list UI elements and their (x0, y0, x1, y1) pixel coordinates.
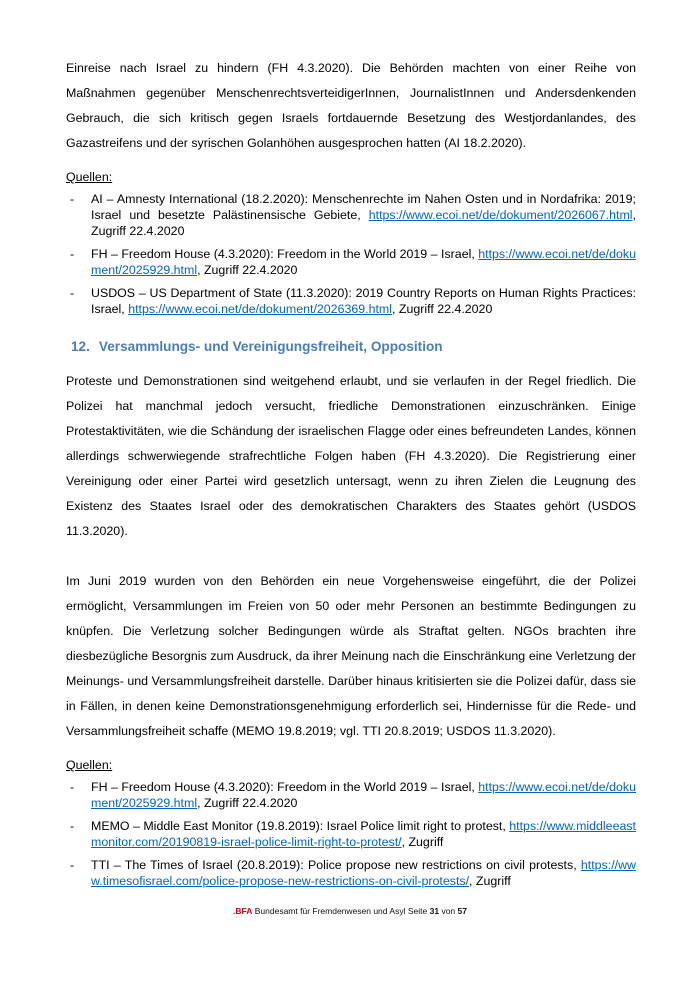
footer-of-word: von (441, 906, 456, 916)
footer-page-number: 31 (429, 906, 440, 916)
paragraph-protests: Proteste und Demonstrationen sind weitgehend erlaubt, und sie verlaufen in der Regel friedlich. Die Polizei hat manchmal jedoch versucht, friedliche Demonstrationen einzuschränken. Einige Protestaktivitäten, wie die Schändung der israelischen Flagge oder eines befreundeten Landes, können allerdings schwerwiegende strafrechtliche Folgen haben (FH 4.3.2020). Die Registrierung einer Vereinigung oder einer Partei wird gesetzlich untersagt, wenn zu ihren Zielen die Leugnung des Existenz des Staates Israel oder des demokratischen Charakters des Staates gehört (USDOS 11.3.2020). (66, 374, 636, 538)
source-item-ai (66, 191, 636, 239)
section-title: Versammlungs- und Vereinigungsfreiheit, Opposition (98, 339, 443, 354)
source-item-fh2 (66, 779, 636, 811)
source-link[interactable]: https://www.middleeastmonitor.com/20190819-israel-police-limit-right-to-protest/ (91, 819, 636, 849)
source-text-after: , Zugriff (401, 835, 444, 849)
source-text: MEMO – Middle East Monitor (19.8.2019): Israel Police limit right to protest, (91, 819, 510, 833)
paragraph-entry-restrictions: Einreise nach Israel zu hindern (FH 4.3.2020). Die Behörden machten von einer Reihe von Maßnahmen gegenüber MenschenrechtsverteidigerInnen, JournalistInnen und Andersdenkenden Gebrauch, die sich kritisch gegen Israels fortdauernde Besetzung des Westjordanlandes, des Gazastreifens und der syrischen Golanhöhen ausgesprochen hatten (AI 18.2.2020). (66, 61, 636, 150)
source-item-usdos (66, 285, 636, 317)
section-heading (66, 339, 636, 354)
sources-list-1 (66, 191, 636, 317)
bullet-dash: - (70, 819, 75, 833)
source-text: FH – Freedom House (4.3.2020): Freedom in the World 2019 – Israel, (91, 247, 479, 261)
source-link[interactable]: https://www.ecoi.net/de/dokument/2025929.html (91, 780, 636, 810)
source-text-after: , Zugriff 22.4.2020 (91, 208, 636, 238)
source-item-fh (66, 246, 636, 278)
bullet-dash: - (70, 780, 75, 794)
source-link[interactable]: https://www.ecoi.net/de/dokument/2026369.html (128, 302, 392, 316)
sources-list-2 (66, 779, 636, 889)
source-text-after: , Zugriff 22.4.2020 (197, 263, 298, 277)
sources-label-text: Quellen: (66, 170, 113, 184)
paragraph-june-2019: Im Juni 2019 wurden von den Behörden ein neue Vorgehensweise eingeführt, die der Polizei ermöglicht, Versammlungen im Freien von 50 oder mehr Personen an bestimmte Bedingungen zu knüpfen. Die Verletzung solcher Bedingungen würde als Straftat gelten. NGOs brachten ihre diesbezügliche Besorgnis zum Ausdruck, da ihrer Meinung nach die Einschränkung eine Verletzung der Meinungs- und Versammlungsfreiheit darstelle. Darüber hinaus kritisierten sie die Polizei dafür, dass sie in Fällen, in denen keine Demonstrationsgenehmigung erforderlich sei, Hindernisse für die Rede- und Versammlungsfreiheit schaffe (MEMO 19.8.2019; vgl. TTI 20.8.2019; USDOS 11.3.2020). (66, 574, 636, 738)
source-link[interactable]: https://www.timesofisrael.com/police-propose-new-restrictions-on-civil-protests/ (91, 858, 636, 888)
source-text: FH – Freedom House (4.3.2020): Freedom in the World 2019 – Israel, (91, 780, 479, 794)
source-text: USDOS – US Department of State (11.3.2020): 2019 Country Reports on Human Rights Practices: Israel, (91, 286, 636, 316)
source-text-after: , Zugriff (469, 874, 511, 888)
source-text-after: , Zugriff 22.4.2020 (197, 796, 298, 810)
sources-label-1 (66, 170, 636, 184)
bullet-dash: - (70, 858, 75, 872)
sources-label-2 (66, 758, 636, 772)
bfa-logo: .BFA (233, 906, 253, 916)
source-text-after: , Zugriff 22.4.2020 (392, 302, 493, 316)
sources-label-text: Quellen: (66, 758, 113, 772)
bullet-dash: - (70, 286, 75, 300)
source-item-tti (66, 857, 636, 889)
footer-org-name: Bundesamt für Fremdenwesen und Asyl (254, 906, 406, 916)
source-link[interactable]: https://www.ecoi.net/de/dokument/2025929.html (91, 247, 636, 277)
footer-page-word: Seite (407, 906, 428, 916)
footer-page-total: 57 (457, 906, 467, 916)
section-number: 12. (71, 339, 90, 354)
source-text: TTI – The Times of Israel (20.8.2019): Police propose new restrictions on civil protests, (91, 858, 581, 872)
source-link[interactable]: https://www.ecoi.net/de/dokument/2026067.html (368, 208, 633, 222)
page-footer (0, 906, 700, 916)
bullet-dash: - (70, 247, 75, 261)
bullet-dash: - (70, 192, 75, 206)
source-text: AI – Amnesty International (18.2.2020): Menschenrechte im Nahen Osten und in Nordafrika: 2019; Israel und besetzte Palästinensische Gebiete, (91, 192, 636, 222)
source-item-memo (66, 818, 636, 850)
